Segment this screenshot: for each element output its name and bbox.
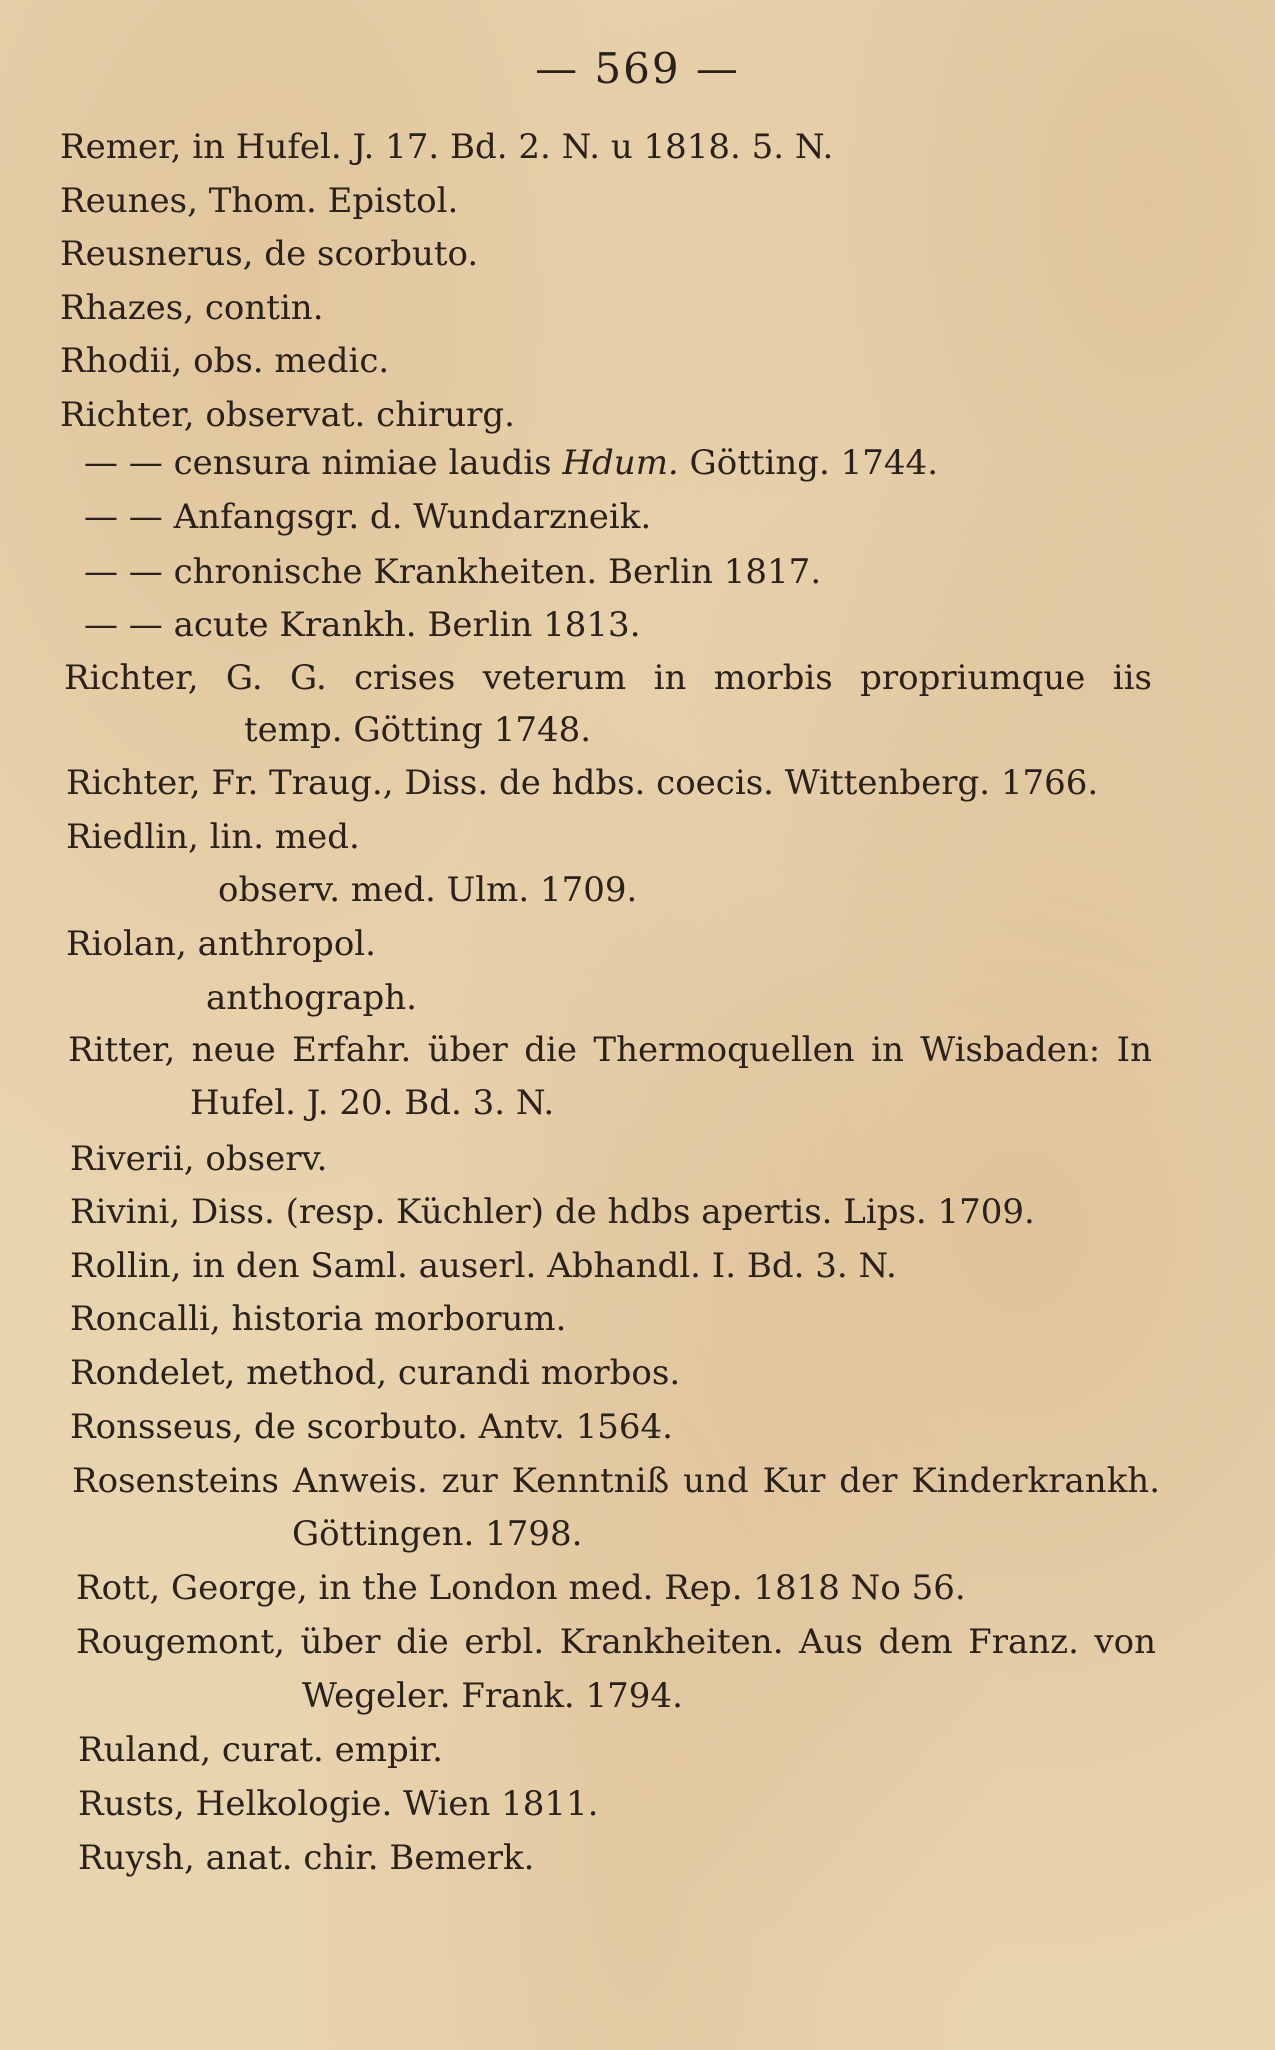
index-entry: Richter, G. G. crises veterum in morbis propriumque iis (64, 658, 1152, 698)
page-number: — 569 — (535, 44, 740, 93)
index-entry: Rondelet, method, curandi morbos. (70, 1353, 681, 1393)
index-entry-continuation: Göttingen. 1798. (292, 1514, 583, 1554)
index-entry: Remer, in Hufel. J. 17. Bd. 2. N. u 1818. 5. N. (60, 127, 834, 167)
index-entry (84, 443, 938, 483)
index-entry: Rhazes, contin. (60, 288, 324, 328)
index-entry: — — chronische Krankheiten. Berlin 1817. (84, 552, 822, 592)
index-entry: Richter, Fr. Traug., Diss. de hdbs. coecis. Wittenberg. 1766. (66, 763, 1099, 803)
index-entry: Ruysh, anat. chir. Bemerk. (78, 1838, 535, 1878)
index-entry: Ronsseus, de scorbuto. Antv. 1564. (70, 1407, 673, 1447)
index-entry-continuation: observ. med. Ulm. 1709. (218, 870, 638, 910)
index-entry: Rivini, Diss. (resp. Küchler) de hdbs apertis. Lips. 1709. (70, 1192, 1035, 1232)
index-entry: Riverii, observ. (70, 1139, 328, 1179)
index-entry-continuation: Hufel. J. 20. Bd. 3. N. (190, 1083, 555, 1123)
entry-text: — — censura nimiae laudis (84, 443, 563, 483)
index-entry: Rusts, Helkologie. Wien 1811. (78, 1784, 599, 1824)
index-entry: Riedlin, lin. med. (66, 817, 360, 857)
index-entry-continuation: anthograph. (206, 978, 417, 1018)
index-entry-continuation: temp. Götting 1748. (244, 710, 592, 750)
index-entry: — — Anfangsgr. d. Wundarzneik. (84, 497, 652, 537)
index-entry: Riolan, anthropol. (66, 924, 376, 964)
index-entry: Roncalli, historia morborum. (70, 1299, 567, 1339)
index-entry: Rollin, in den Saml. auserl. Abhandl. I. Bd. 3. N. (70, 1246, 897, 1286)
index-entry: Ritter, neue Erfahr. über die Thermoquellen in Wisbaden: In (68, 1030, 1152, 1070)
index-entry: Reusnerus, de scorbuto. (60, 234, 479, 274)
index-entry: — — acute Krankh. Berlin 1813. (84, 605, 641, 645)
index-entry-continuation: Wegeler. Frank. 1794. (302, 1676, 683, 1716)
index-entry: Rhodii, obs. medic. (60, 341, 390, 381)
index-entry: Reunes, Thom. Epistol. (60, 181, 459, 221)
index-entry: Rosensteins Anweis. zur Kenntniß und Kur der Kinderkrankh. (72, 1461, 1160, 1501)
entry-text: Götting. 1744. (678, 443, 938, 483)
entry-italic-text: Hdum. (562, 443, 679, 483)
index-entry: Rougemont, über die erbl. Krankheiten. Aus dem Franz. von (76, 1622, 1156, 1662)
index-entry: Ruland, curat. empir. (78, 1730, 443, 1770)
index-entry: Rott, George, in the London med. Rep. 1818 No 56. (76, 1568, 966, 1608)
index-entry: Richter, observat. chirurg. (60, 395, 515, 435)
